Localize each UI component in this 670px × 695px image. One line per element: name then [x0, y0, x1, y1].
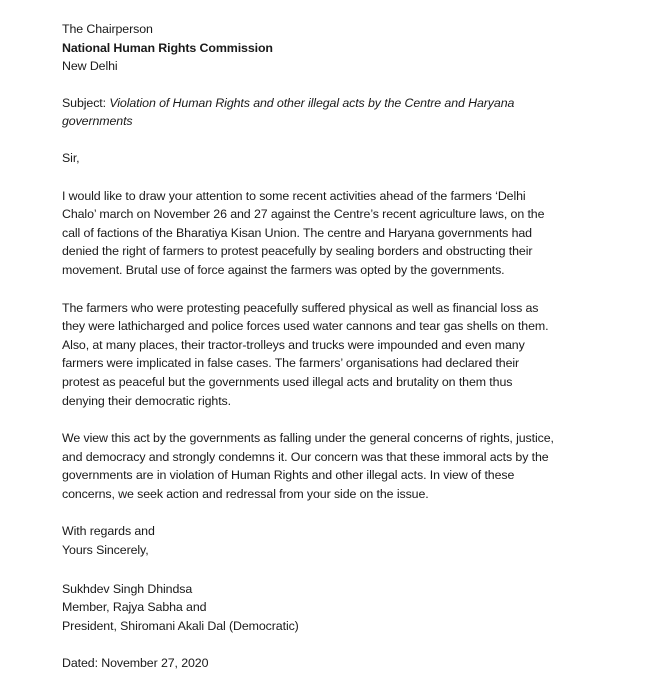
- subject-block: [62, 94, 637, 131]
- paragraph-line: call of factions of the Bharatiya Kisan Union. The centre and Haryana governments had: [62, 225, 532, 240]
- paragraph-line: and democracy and strongly condemns it. Our concern was that these immoral acts by the: [62, 449, 549, 464]
- paragraph-line: Chalo’ march on November 26 and 27 against the Centre’s recent agriculture laws, on the: [62, 207, 545, 222]
- recipient-title: The Chairperson: [62, 22, 153, 36]
- paragraph-line: denied the right of farmers to protest peacefully by sealing borders and obstructing their: [62, 244, 533, 259]
- paragraph-line: farmers were implicated in false cases. The farmers’ organisations had declared their: [62, 356, 520, 371]
- paragraph-line: concerns, we seek action and redressal from your side on the issue.: [62, 486, 429, 501]
- salutation-text: Sir,: [62, 150, 80, 165]
- closing: [62, 522, 637, 559]
- paragraph-line: governments are in violation of Human Rights and other illegal acts. In view of these: [62, 468, 515, 483]
- salutation: [62, 149, 637, 168]
- subject-text: Violation of Human Rights and other illegal acts by the Centre and Haryana: [109, 95, 515, 110]
- paragraph-line: movement. Brutal use of force against the farmers was opted by the governments.: [62, 262, 505, 277]
- recipient-city: New Delhi: [62, 59, 118, 74]
- closing-line-1: With regards and: [62, 524, 155, 539]
- signatory-role-2: President, Shiromani Akali Dal (Democratic): [62, 618, 299, 633]
- subject-label: Subject:: [62, 95, 106, 110]
- signatory-name: Sukhdev Singh Dhindsa: [62, 581, 193, 596]
- paragraph-line: denying their democratic rights.: [62, 393, 231, 408]
- subject-line-1: [62, 94, 637, 113]
- letter-date: Dated: November 27, 2020: [62, 656, 209, 671]
- paragraph-line: they were lathicharged and police forces used water cannons and tear gas shells on them.: [62, 319, 549, 334]
- recipient-address: [62, 20, 637, 76]
- letter-body: [62, 20, 637, 673]
- date-block: [62, 654, 637, 673]
- recipient-organization: National Human Rights Commission: [62, 40, 273, 55]
- paragraph-1: [62, 187, 637, 280]
- paragraph-line: Also, at many places, their tractor-trolleys and trucks were impounded and even many: [62, 337, 525, 352]
- closing-line-2: Yours Sincerely,: [62, 543, 149, 558]
- signature-block: [62, 580, 637, 636]
- paragraph-2: [62, 299, 637, 411]
- subject-line-2: governments: [62, 114, 133, 129]
- paragraph-line: The farmers who were protesting peacefully suffered physical as well as financial loss as: [62, 300, 539, 315]
- signatory-role-1: Member, Rajya Sabha and: [62, 600, 207, 615]
- paragraph-line: protest as peaceful but the governments used illegal acts and brutality on them thus: [62, 374, 513, 389]
- paragraph-line: We view this act by the governments as falling under the general concerns of rights, justice,: [62, 431, 554, 446]
- paragraph-line: I would like to draw your attention to some recent activities ahead of the farmers ‘Delhi: [62, 188, 526, 203]
- paragraph-3: [62, 429, 637, 503]
